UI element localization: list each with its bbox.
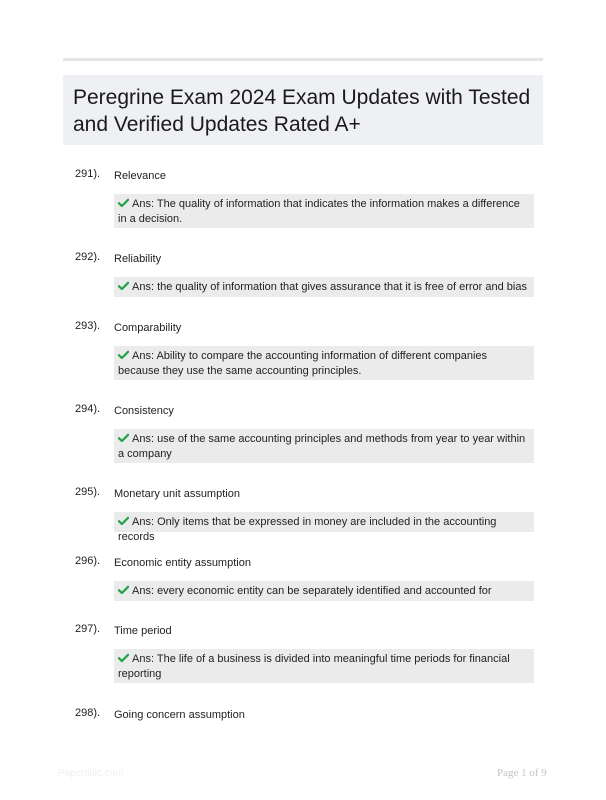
question-term: Monetary unit assumption: [114, 488, 240, 500]
check-icon: [118, 585, 129, 595]
answer-box: [114, 429, 534, 463]
page-title: Peregrine Exam 2024 Exam Updates with Tested and Verified Updates Rated A+: [73, 86, 531, 136]
answer-box: [114, 649, 534, 683]
question-term: Reliability: [114, 253, 162, 265]
top-divider: [63, 58, 543, 61]
question-term: Relevance: [114, 170, 166, 182]
title-banner: [63, 75, 543, 145]
question-term: Economic entity assumption: [114, 557, 251, 569]
question-term: Comparability: [114, 322, 182, 334]
check-icon: [118, 198, 129, 208]
question-number: 295).: [75, 486, 101, 498]
question-number: 298).: [75, 707, 101, 719]
question-number: 293).: [75, 320, 101, 332]
question-number: 294).: [75, 403, 101, 415]
question-term: Going concern assumption: [114, 709, 245, 721]
question-term: Consistency: [114, 405, 174, 417]
answer-text: Ans: every economic entity can be separately identified and accounted for: [132, 585, 492, 597]
answer-box: [114, 346, 534, 380]
footer-site: Papertitlic.com: [58, 768, 124, 779]
answer-text: Ans: The life of a business is divided into meaningful time periods for financial reporting: [118, 653, 510, 680]
answer-text: Ans: Ability to compare the accounting information of different companies because they use the same accounting principles.: [118, 350, 488, 377]
question-number: 292).: [75, 251, 101, 263]
check-icon: [118, 281, 129, 291]
check-icon: [118, 350, 129, 360]
question-number: 297).: [75, 623, 101, 635]
answer-text: Ans: use of the same accounting principles and methods from year to year within a company: [118, 433, 526, 460]
page-number: Page 1 of 9: [497, 767, 547, 779]
answer-box: [114, 277, 534, 297]
check-icon: [118, 516, 129, 526]
check-icon: [118, 653, 129, 663]
answer-text: Ans: The quality of information that indicates the information makes a difference in a decision.: [118, 198, 520, 225]
answer-box: [114, 581, 534, 601]
answer-box: [114, 512, 534, 543]
answer-text: Ans: the quality of information that gives assurance that it is free of error and bias: [132, 281, 527, 293]
question-number: 291).: [75, 168, 101, 180]
answer-box: [114, 194, 534, 228]
check-icon: [118, 433, 129, 443]
answer-text: Ans: Only items that be expressed in money are included in the accounting records: [118, 516, 497, 543]
question-term: Time period: [114, 625, 172, 637]
question-number: 296).: [75, 555, 101, 567]
